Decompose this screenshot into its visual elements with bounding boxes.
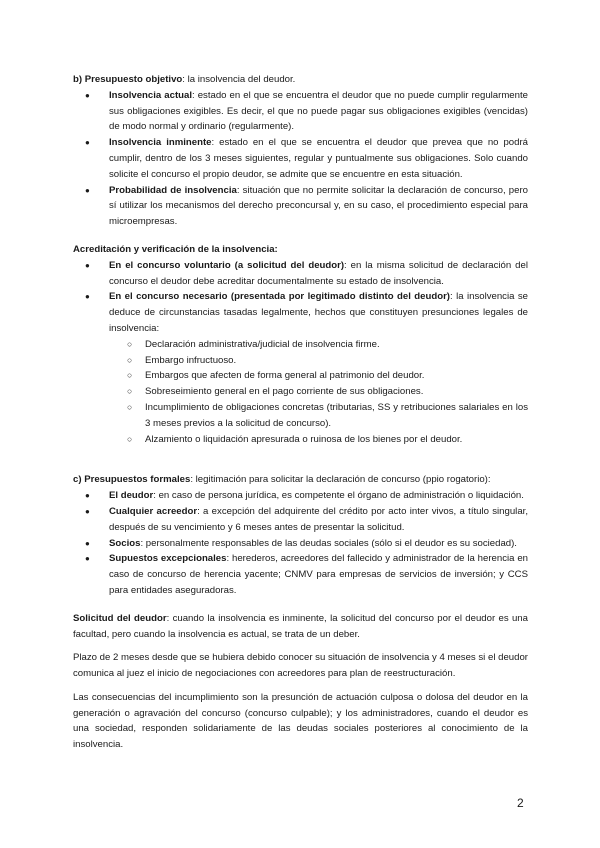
consecuencias-paragraph: Las consecuencias del incumplimiento son la presunción de actuación culposa o dolosa del deudor en la generación o agravación del concurso (concurso culpable); y los administradores, cuando el deudor es una sociedad, responden solidariamente de las deudas sociales posteriores al conocimiento de la insolvencia. [73,691,528,751]
list-item: ● Probabilidad de insolvencia: situación que no permite solicitar la declaración de concurso, pero sí utilizar los mecanismos del derecho preconcursal y, en su caso, el procedimiento especial para microempresas. [73,183,528,230]
page-number: 2 [517,796,524,810]
plazo-paragraph: Plazo de 2 meses desde que se hubiera debido conocer su situación de insolvencia y 4 meses si el deudor comunica al juez el inicio de negociaciones con acreedores para plan de reestructuración. [73,652,528,680]
list-item: ● El deudor: en caso de persona jurídica, es competente el órgano de administración o liquidación. [73,488,528,504]
sub-list-item: ○ Alzamiento o liquidación apresurada o ruinosa de los bienes por el deudor. [109,432,528,448]
list-item: ● En el concurso voluntario (a solicitud del deudor): en la misma solicitud de declaración del concurso el deudor debe acreditar documentalmente su estado de insolvencia. [73,258,528,290]
sub-list-item: ○ Embargos que afecten de forma general al patrimonio del deudor. [109,368,528,384]
section-b-heading: b) Presupuesto objetivo: la insolvencia del deudor. [73,74,296,85]
sub-list-item: ○ Declaración administrativa/judicial de insolvencia firme. [109,337,528,353]
list-item: ● Socios: personalmente responsables de las deudas sociales (sólo si el deudor es su sociedad). [73,536,528,552]
list-item: ● Cualquier acreedor: a excepción del adquirente del crédito por acto inter vivos, a título singular, después de su vencimiento y 6 meses antes de presentar la solicitud. [73,504,528,536]
section-c-heading: c) Presupuestos formales: legitimación para solicitar la declaración de concurso (ppio rogatorio): [73,474,491,486]
section-b-list [73,88,528,230]
acreditacion-list [73,258,528,448]
list-item: ● Insolvencia inminente: estado en el que se encuentra el deudor que prevea que no podrá cumplir, dentro de los 3 meses siguientes, regular y puntualmente sus obligaciones. Solo cuando solicite el concurso el propio deudor, se admite que se encuentre en esta situación. [73,135,528,182]
sub-list-item: ○ Sobreseimiento general en el pago corriente de sus obligaciones. [109,384,528,400]
sub-list-item: ○ Embargo infructuoso. [109,353,528,369]
presunciones-sublist [109,337,528,448]
section-c-list [73,488,528,599]
acreditacion-heading: Acreditación y verificación de la insolvencia: [73,243,278,255]
list-item: ● Insolvencia actual: estado en el que se encuentra el deudor que no puede cumplir regularmente sus obligaciones exigibles. Es decir, el que no puede pagar sus obligaciones exigibles (vencidas) de modo normal y ordinario (regularmente). [73,88,528,135]
sub-list-item: ○ Incumplimiento de obligaciones concretas (tributarias, SS y retribuciones salariales en los 3 meses previos a la solicitud de concurso). [109,400,528,432]
list-item: ● Supuestos excepcionales: herederos, acreedores del fallecido y administrador de la herencia en caso de concurso de herencia yacente; CNMV para empresas de servicios de inversión; y CCS para entidades aseguradoras. [73,551,528,598]
list-item: ● En el concurso necesario (presentada por legitimado distinto del deudor): la insolvencia se deduce de circunstancias tasadas legalmente, hechos que constituyen presunciones legales de insolvencia: ○ Declaración administrativa/judicial de insolvencia firme. ○ Embargo infructuoso. ○ Embargos que afecten de forma general al patrimonio del deudor. ○ Sobreseimiento general en el pago corriente de sus obligaciones. ○ Incumplimiento de obligaciones concretas (tributarias, SS y retribuciones salariales en los 3 meses previos a la solicitud de concurso). ○ Alzamiento o liquidación apresurada o ruinosa de los bienes por el deudor. [73,289,528,447]
solicitud-paragraph: Solicitud del deudor: cuando la insolvencia es inminente, la solicitud del concurso por el deudor es una facultad, pero cuando la insolvencia es actual, se trata de un deber. [73,612,528,640]
page-content [73,72,528,753]
